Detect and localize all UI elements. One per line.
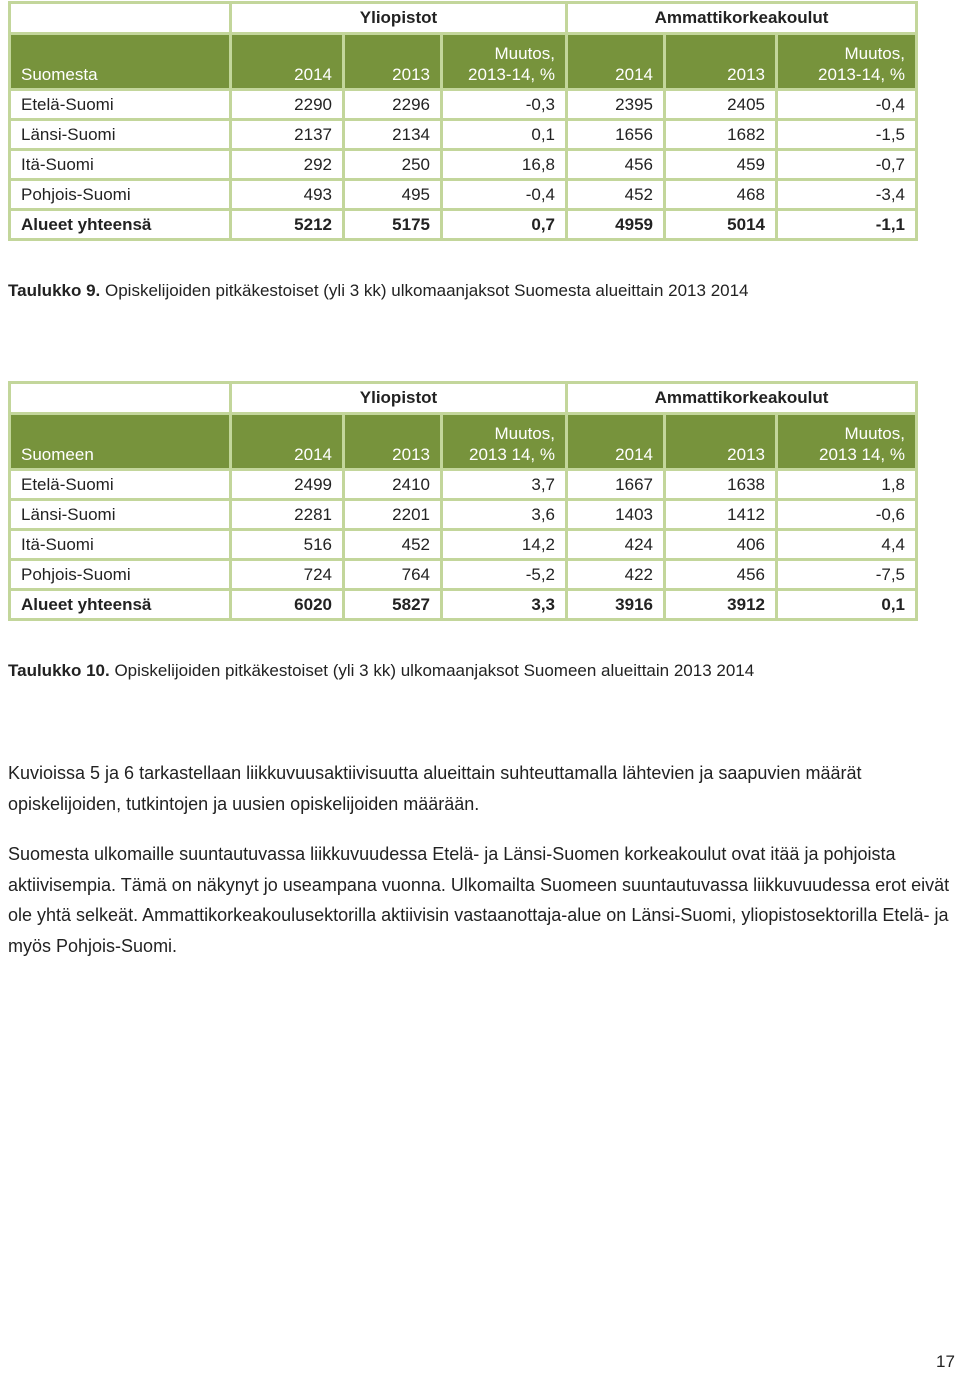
table-cell: 6020 (231, 590, 344, 620)
region-label: Pohjois-Suomi (10, 560, 231, 590)
table-cell: 764 (344, 560, 442, 590)
table-cell: -7,5 (777, 560, 917, 590)
header-2013: 2013 (344, 414, 442, 470)
table-cell: 3,7 (442, 470, 567, 500)
table-cell: 424 (567, 530, 665, 560)
header-direction: Suomesta (10, 34, 231, 90)
table-cell: 495 (344, 180, 442, 210)
table-row (10, 180, 917, 210)
table-cell: 0,1 (442, 120, 567, 150)
group-header-amk: Ammattikorkeakoulut (567, 383, 917, 414)
header-change: Muutos, 2013-14, % (777, 34, 917, 90)
table-cell: -5,2 (442, 560, 567, 590)
table-cell: 2410 (344, 470, 442, 500)
table-cell: 1412 (665, 500, 777, 530)
table-cell: 250 (344, 150, 442, 180)
table-10 (8, 381, 918, 621)
caption-label: Taulukko 10. (8, 661, 110, 680)
header-change: Muutos, 2013-14, % (442, 34, 567, 90)
table-9-caption (8, 281, 749, 301)
caption-text: Opiskelijoiden pitkäkestoiset (yli 3 kk) ulkomaanjaksot Suomesta alueittain 2013 2014 (100, 281, 749, 300)
table-cell: 2405 (665, 90, 777, 120)
table-row (10, 560, 917, 590)
table-cell: 2296 (344, 90, 442, 120)
table-cell: 1,8 (777, 470, 917, 500)
header-direction: Suomeen (10, 414, 231, 470)
region-label: Itä-Suomi (10, 530, 231, 560)
region-label: Alueet yhteensä (10, 590, 231, 620)
table-10-caption (8, 661, 754, 681)
table-cell: 468 (665, 180, 777, 210)
caption-text: Opiskelijoiden pitkäkestoiset (yli 3 kk) ulkomaanjaksot Suomeen alueittain 2013 2014 (109, 661, 755, 680)
table-cell: 4959 (567, 210, 665, 240)
table-total-row (10, 210, 917, 240)
table-cell: 2395 (567, 90, 665, 120)
region-label: Länsi-Suomi (10, 500, 231, 530)
header-2013: 2013 (665, 34, 777, 90)
table-cell: -3,4 (777, 180, 917, 210)
table-cell: 3,3 (442, 590, 567, 620)
table-cell: 2290 (231, 90, 344, 120)
table-cell: 2499 (231, 470, 344, 500)
caption-label: Taulukko 9. (8, 281, 101, 300)
table-cell: 1403 (567, 500, 665, 530)
table-cell: 493 (231, 180, 344, 210)
table-row (10, 500, 917, 530)
table-cell: 3912 (665, 590, 777, 620)
table-cell: -0,7 (777, 150, 917, 180)
body-paragraph: Kuvioissa 5 ja 6 tarkastellaan liikkuvuusaktiivisuutta alueittain suhteuttamalla lähtevien ja saapuvien määrät opiskelijoiden, tutkintojen ja uusien opiskelijoiden määrään. (8, 763, 862, 814)
table-total-row (10, 590, 917, 620)
table-cell: 1667 (567, 470, 665, 500)
table-cell: 452 (567, 180, 665, 210)
table-cell: 292 (231, 150, 344, 180)
table-cell: 5014 (665, 210, 777, 240)
table-cell: 459 (665, 150, 777, 180)
table-cell: 4,4 (777, 530, 917, 560)
region-label: Länsi-Suomi (10, 120, 231, 150)
table-cell: 456 (665, 560, 777, 590)
region-label: Etelä-Suomi (10, 90, 231, 120)
header-2014: 2014 (567, 34, 665, 90)
table-cell: 2201 (344, 500, 442, 530)
table-cell: -0,4 (777, 90, 917, 120)
table-cell: 1638 (665, 470, 777, 500)
table-cell: 724 (231, 560, 344, 590)
header-2013: 2013 (665, 414, 777, 470)
table-row (10, 470, 917, 500)
table-cell: 456 (567, 150, 665, 180)
table-cell: -1,5 (777, 120, 917, 150)
table-row (10, 90, 917, 120)
table-header-row (10, 414, 917, 470)
table-cell: 516 (231, 530, 344, 560)
table-cell: 1656 (567, 120, 665, 150)
region-label: Etelä-Suomi (10, 470, 231, 500)
region-label: Itä-Suomi (10, 150, 231, 180)
region-label: Alueet yhteensä (10, 210, 231, 240)
header-change: Muutos, 2013 14, % (777, 414, 917, 470)
group-header-amk: Ammattikorkeakoulut (567, 3, 917, 34)
table-cell: 14,2 (442, 530, 567, 560)
header-2014: 2014 (231, 414, 344, 470)
group-header-yliopistot: Yliopistot (231, 3, 567, 34)
table-cell: 16,8 (442, 150, 567, 180)
table-row (10, 120, 917, 150)
table-cell: -1,1 (777, 210, 917, 240)
group-header-yliopistot: Yliopistot (231, 383, 567, 414)
table-cell: 422 (567, 560, 665, 590)
region-label: Pohjois-Suomi (10, 180, 231, 210)
table-cell: 3916 (567, 590, 665, 620)
table-cell: -0,6 (777, 500, 917, 530)
header-2014: 2014 (567, 414, 665, 470)
table-cell: 0,7 (442, 210, 567, 240)
header-2014: 2014 (231, 34, 344, 90)
table-row (10, 150, 917, 180)
header-2013: 2013 (344, 34, 442, 90)
header-change: Muutos, 2013 14, % (442, 414, 567, 470)
table-row (10, 530, 917, 560)
table-cell: 3,6 (442, 500, 567, 530)
table-cell: 0,1 (777, 590, 917, 620)
table-cell: 5212 (231, 210, 344, 240)
table-cell: 2134 (344, 120, 442, 150)
table-cell: 1682 (665, 120, 777, 150)
table-cell: 406 (665, 530, 777, 560)
page-number: 17 (936, 1352, 955, 1371)
table-cell: -0,4 (442, 180, 567, 210)
table-cell: -0,3 (442, 90, 567, 120)
table-cell: 5175 (344, 210, 442, 240)
table-cell: 2281 (231, 500, 344, 530)
body-paragraph: Suomesta ulkomaille suuntautuvassa liikkuvuudessa Etelä- ja Länsi-Suomen korkeakoulut ovat itää ja pohjoista aktiivisempia. Tämä on näkynyt jo useampana vuonna. Ulkomailta Suomeen suuntautuvassa liikkuvuudessa erot eivät ole yhtä selkeät. Ammattikorkeakoulusektorilla aktiivisin vastaanottaja-alue on Länsi-Suomi, yliopistosektorilla Etelä- ja myös Pohjois-Suomi. (8, 844, 950, 956)
table-cell: 2137 (231, 120, 344, 150)
table-9 (8, 1, 918, 241)
table-header-row (10, 34, 917, 90)
table-cell: 452 (344, 530, 442, 560)
table-cell: 5827 (344, 590, 442, 620)
